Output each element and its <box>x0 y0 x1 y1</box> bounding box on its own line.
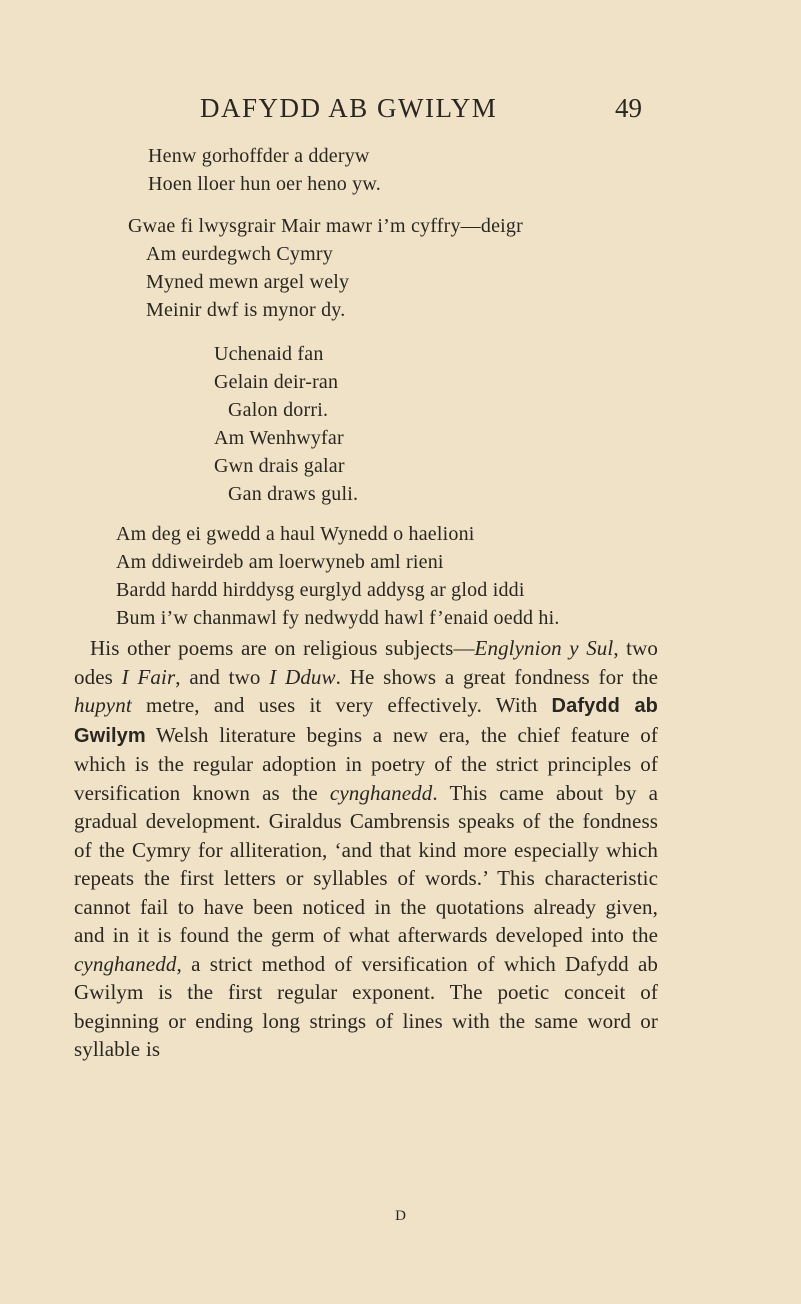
verse-line: Gwn drais galar <box>214 455 345 477</box>
verse-line: Am eurdegwch Cymry <box>146 243 333 265</box>
poet-name: Dafydd ab Gwilym <box>74 695 658 747</box>
prose-text: , and two <box>175 664 270 689</box>
verse-line: Meinir dwf is mynor dy. <box>146 299 346 321</box>
page-header <box>0 88 801 128</box>
prose-text: , a strict method of versification of which Dafydd ab Gwilym is the first regular exponent. The poetic conceit of beginning or ending long strings of lines with the same word or syllable is <box>74 951 658 1061</box>
verse-line: Bum i’w chanmawl fy nedwydd hawl f’enaid oedd hi. <box>116 607 560 629</box>
verse-line: Bardd hardd hirddysg eurglyd addysg ar glod iddi <box>116 579 525 601</box>
verse-line: Gelain deir-ran <box>214 371 339 393</box>
verse-line: Am deg ei gwedd a haul Wynedd o haelioni <box>116 523 475 545</box>
prose-paragraph <box>74 634 658 1064</box>
verse-line: Hoen lloer hun oer heno yw. <box>148 173 381 195</box>
verse-line: Myned mewn argel wely <box>146 271 350 293</box>
stanza-1 <box>148 142 381 198</box>
verse-line: Gwae fi lwysgrair Mair mawr i’m cyffry—deigr <box>128 215 523 237</box>
stanza-3 <box>214 340 358 508</box>
prose-text: metre, and uses it very effectively. With <box>131 693 552 717</box>
signature-mark: D <box>395 1208 406 1224</box>
stanza-4 <box>116 520 560 632</box>
page-number: 49 <box>615 93 642 123</box>
prose-text: . He shows a great fondness for the <box>335 664 659 689</box>
verse-line: Am ddiweirdeb am loerwyneb aml rieni <box>116 551 444 573</box>
poem-title: Englynion y Sul <box>474 636 614 660</box>
verse-line: Henw gorhoffder a dderyw <box>148 145 370 167</box>
running-title: DAFYDD AB GWILYM <box>200 93 498 123</box>
prose-text: . This came about by a gradual development. Giraldus Cambrensis speaks of the fondness of the Cymry for alliteration, ‘and that kind more especially which repeats the first letters or syllables of words.’ This characteristic cannot fail to have been noticed in the quotations already given, and in it is found the germ of what afterwards developed into the <box>74 780 658 947</box>
poem-title: I Dduw <box>269 664 336 689</box>
metre-term: cynghanedd <box>329 780 433 805</box>
stanza-2 <box>128 212 523 324</box>
verse-line: Gan draws guli. <box>228 483 359 505</box>
metre-term: hupynt <box>74 693 132 717</box>
verse-line: Galon dorri. <box>228 399 329 421</box>
metre-term: cynghanedd <box>74 951 177 976</box>
prose-text: Welsh literature begins a new era, the chief feature of which is the regular adoption in poetry of the strict principles of versification known as the <box>74 722 658 805</box>
verse-line: Am Wenhwyfar <box>214 427 344 449</box>
poem-title: I Fair <box>121 664 176 689</box>
prose-text: , two odes <box>74 636 658 689</box>
prose-text: His other poems are on religious subjects— <box>90 636 475 660</box>
verse-line: Uchenaid fan <box>214 343 324 365</box>
